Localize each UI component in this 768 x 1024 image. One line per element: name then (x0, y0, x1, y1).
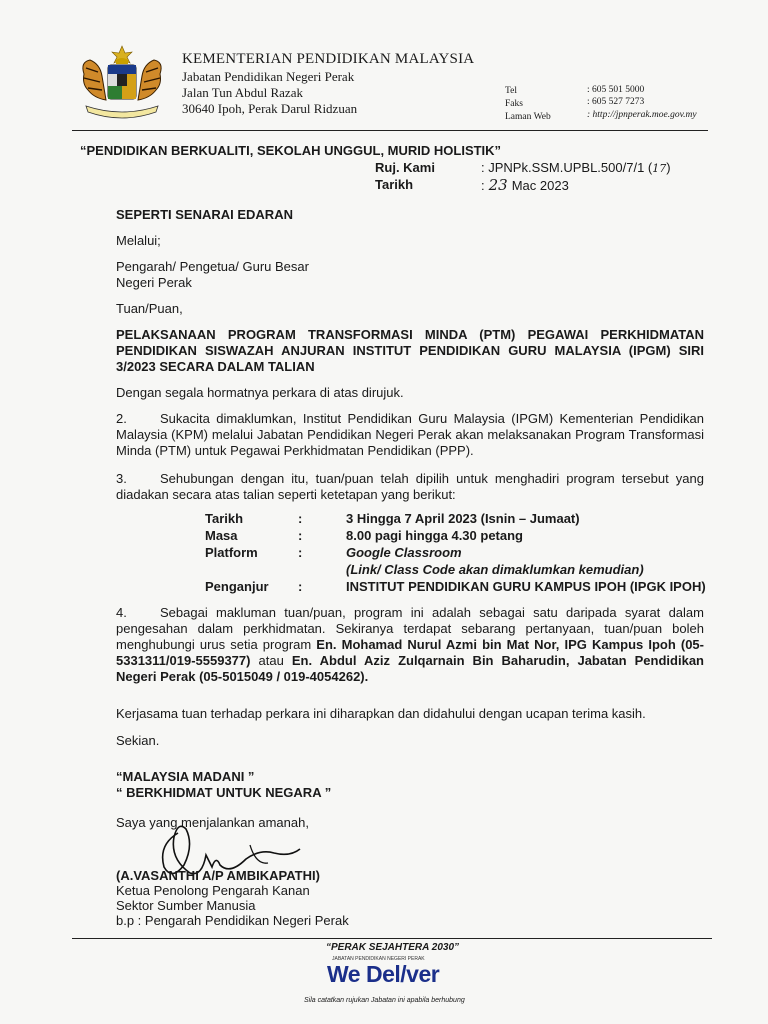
ruj-label: Ruj. Kami (375, 160, 435, 175)
signatory-title-2: Sektor Sumber Manusia (116, 898, 256, 913)
paragraph-4-conj: atau (250, 653, 292, 668)
paragraph-2: Sukacita dimaklumkan, Institut Pendidikan Guru Malaysia (IPGM) Kementerian Pendidikan Malaysia (KPM) melalui Jabatan Pendidikan Negeri Perak akan melaksanakan Program Transformasi Minda (PTM) untuk Pegawai Perkhidmatan Pendidikan (PPP). (116, 411, 704, 458)
paragraph-3-number: 3. (116, 471, 127, 486)
contact-person-2: En. Abdul Aziz Zulqarnain Bin Baharudin, Jabatan Pendidikan Negeri Perak (05-5015049 / 019-4054262). (116, 653, 704, 684)
city-line: 30640 Ipoh, Perak Darul Ridzuan (182, 101, 358, 116)
detail-platform-colon: : (298, 545, 303, 560)
ruj-handwritten: 17 (652, 162, 667, 175)
detail-tarikh-label: Tarikh (205, 511, 244, 526)
paragraph-4-text: Sebagai makluman tuan/puan, program ini adalah sebagai satu daripada syarat dalam pengesahan dalam perkhidmatan. Sekiranya terdapat sebarang pertanyaan, tuan/puan boleh menghubungi urus setia program (116, 605, 704, 652)
web-value: : http://jpnperak.moe.gov.my (587, 110, 697, 120)
signature-intro: Saya yang menjalankan amanah, (116, 815, 309, 830)
slogan-berkhidmat: “ BERKHIDMAT UNTUK NEGARA ” (116, 785, 332, 800)
detail-masa-label: Masa (205, 528, 238, 543)
tarikh-label: Tarikh (375, 177, 414, 192)
detail-penganjur-value: INSTITUT PENDIDIKAN GURU KAMPUS IPOH (IPGK IPOH) (346, 579, 706, 594)
paragraph-5: Kerjasama tuan terhadap perkara ini diharapkan dan didahului dengan ucapan terima kasih. (116, 706, 646, 721)
tarikh-colon: : (481, 178, 485, 193)
detail-masa-colon: : (298, 528, 303, 543)
tel-value: : 605 501 5000 (587, 85, 645, 95)
footer-tagline: “PERAK SEJAHTERA 2030” (326, 942, 460, 953)
footer-logo-caption: JABATAN PENDIDIKAN NEGERI PERAK (332, 956, 425, 962)
paragraph-1: Dengan segala hormatnya perkara di atas dirujuk. (116, 385, 404, 400)
detail-masa-value: 8.00 pagi hingga 4.30 petang (346, 528, 523, 543)
detail-platform-label: Platform (205, 545, 258, 560)
paragraph-4-number: 4. (116, 605, 127, 620)
tarikh-handwritten: 23 (488, 176, 508, 194)
detail-platform-note: (Link/ Class Code akan dimaklumkan kemudian) (346, 562, 644, 577)
tarikh-month: Mac 2023 (511, 178, 569, 193)
signatory-title-1: Ketua Penolong Pengarah Kanan (116, 883, 310, 898)
footer-divider (72, 938, 712, 939)
fax-label: Faks (505, 99, 523, 109)
closing: Sekian. (116, 733, 160, 748)
detail-tarikh-value: 3 Hingga 7 April 2023 (Isnin – Jumaat) (346, 511, 580, 526)
salutation: Tuan/Puan, (116, 301, 183, 316)
detail-penganjur-colon: : (298, 579, 303, 594)
recipient-heading: SEPERTI SENARAI EDARAN (116, 207, 293, 222)
ruj-close: ) (666, 160, 671, 175)
paragraph-3: Sehubungan dengan itu, tuan/puan telah dipilih untuk menghadiri program tersebut yang diadakan secara atas talian seperti ketetapan yang berikut: (116, 471, 704, 502)
recipient-line1: Pengarah/ Pengetua/ Guru Besar (116, 259, 309, 274)
we-deliver-logo: We Del/ver (327, 961, 440, 987)
ruj-value (481, 160, 671, 175)
via-line: Melalui; (116, 233, 161, 248)
tel-label: Tel (505, 86, 517, 96)
ruj-number: : JPNPk.SSM.UPBL.500/7/1 ( (481, 160, 653, 175)
department-line: Jabatan Pendidikan Negeri Perak (182, 69, 355, 84)
header-divider (72, 130, 708, 131)
tarikh-value (481, 176, 569, 194)
signatory-name: (A.VASANTHI A/P AMBIKAPATHI) (116, 868, 320, 883)
detail-platform-value: Google Classroom (346, 545, 462, 560)
slogan-madani: “MALAYSIA MADANI ” (116, 769, 255, 784)
paragraph-4 (116, 605, 704, 685)
ministry-name: KEMENTERIAN PENDIDIKAN MALAYSIA (182, 51, 475, 67)
street-line: Jalan Tun Abdul Razak (182, 85, 303, 100)
footer-note: Sila catatkan rujukan Jabatan ini apabila berhubung (304, 997, 465, 1004)
recipient-line2: Negeri Perak (116, 275, 192, 290)
detail-penganjur-label: Penganjur (205, 579, 269, 594)
fax-value: : 605 527 7273 (587, 97, 645, 107)
subject: PELAKSANAAN PROGRAM TRANSFORMASI MINDA (PTM) PEGAWAI PERKHIDMATAN PENDIDIKAN SISWAZAH ANJURAN INSTITUT PENDIDIKAN GURU MALAYSIA (IPGM) SIRI 3/2023 SECARA DALAM TALIAN (116, 327, 704, 374)
coat-of-arms-logo (72, 44, 172, 124)
detail-tarikh-colon: : (298, 511, 303, 526)
paragraph-2-number: 2. (116, 411, 127, 426)
contact-person-1: En. Mohamad Nurul Azmi bin Mat Nor, IPG Kampus Ipoh (05-5331311/019-5559377) (116, 637, 704, 668)
motto: “PENDIDIKAN BERKUALITI, SEKOLAH UNGGUL, MURID HOLISTIK” (80, 143, 502, 158)
signatory-title-3: b.p : Pengarah Pendidikan Negeri Perak (116, 913, 349, 928)
web-label: Laman Web (505, 112, 551, 122)
